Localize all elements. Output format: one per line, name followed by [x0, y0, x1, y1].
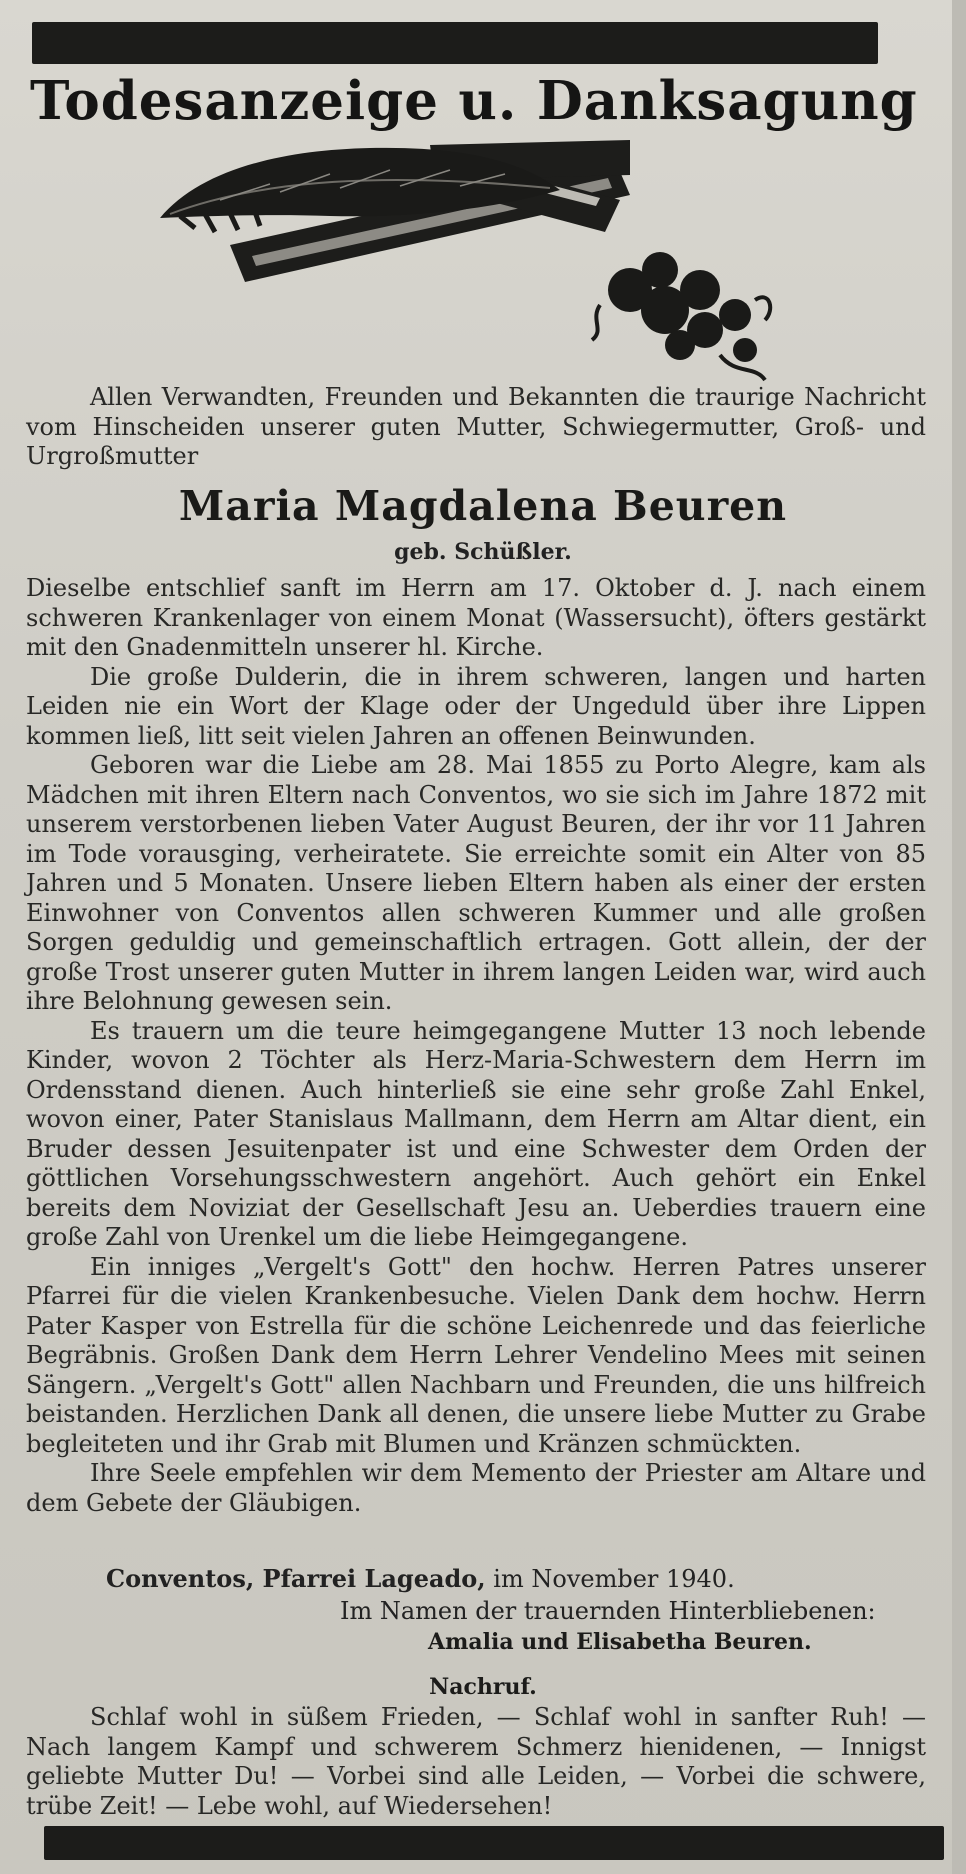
paragraph-suffering: Die große Dulderin, die in ihrem schweren, langen und harten Leiden nie ein Wort der Klage oder der Ungeduld über ihre Lippen kommen ließ, litt seit vielen Jahren an offenen Beinwunden.	[26, 662, 926, 750]
obituary-text: Schlaf wohl in süßem Frieden, — Schlaf wohl in sanfter Ruh! — Nach langem Kampf und schwerem Schmerz hienidenen, — Innigst geliebte Mutter Du! — Vorbei sind alle Leiden, — Vorbei die schwere, trübe Zeit! — Lebe wohl, auf Wiedersehen!	[26, 1703, 926, 1820]
bottom-black-rule	[44, 1826, 944, 1860]
top-black-rule	[32, 22, 878, 64]
flower-bouquet-icon	[592, 252, 770, 380]
paragraph-death: Dieselbe entschlief sanft im Herrn am 17. Oktober d. J. nach einem schweren Krankenlager von einem Monat (Wassersucht), öfters gestärkt mit den Gnadenmitteln unserer hl. Kirche.	[26, 574, 926, 661]
notice-title: Todesanzeige u. Danksagung	[30, 70, 918, 132]
mourning-emblem	[160, 140, 780, 385]
paragraph-thanks: Ein inniges „Vergelt's Gott" den hochw. Herren Patres unserer Pfarrei für die vielen Krankenbesuche. Vielen Dank dem hochw. Herrn Pater Kasper von Estrella für die schöne Leichenrede und das feierliche Begräbnis. Großen Dank dem Herrn Lehrer Vendelino Mees mit seinen Sängern. „Vergelt's Gott" allen Nachbarn und Freunden, die uns hilfreich beistanden. Herzlichen Dank all denen, die unsere liebe Mutter zu Grabe begleiteten und ihr Grab mit Blumen und Kränzen schmückten.	[26, 1252, 926, 1458]
notice-date: im November 1940.	[485, 1565, 735, 1593]
obituary-poem	[26, 1703, 926, 1821]
place-and-date	[106, 1564, 735, 1593]
intro-paragraph: Allen Verwandten, Freunden und Bekannten die traurige Nachricht vom Hinscheiden unserer guten Mutter, Schwiegermutter, Groß- und Urgroßmutter	[26, 383, 926, 470]
obituary-heading: Nachruf.	[429, 1674, 537, 1700]
paragraph-survivors: Es trauern um die teure heimgegangene Mutter 13 noch lebende Kinder, wovon 2 Töchter als Herz-Maria-Schwestern dem Herrn im Ordensstand dienen. Auch hinterließ sie eine sehr große Zahl Enkel, wovon einer, Pater Stanislaus Mallmann, dem Herrn am Altar dient, ein Bruder dessen Jesuitenpater ist und eine Schwester dem Orden der göttlichen Vorsehungsschwestern angehört. Auch gehört ein Enkel bereits dem Noviziat der Gesellschaft Jesu an. Ueberdies trauern eine große Zahl von Urenkel um die liebe Heimgegangene.	[26, 1016, 926, 1251]
deceased-name: Maria Magdalena Beuren	[178, 482, 788, 530]
notice-body	[26, 574, 926, 1518]
signers: Amalia und Elisabetha Beuren.	[428, 1629, 812, 1655]
place-name: Conventos, Pfarrei Lageado,	[106, 1564, 486, 1593]
maiden-name: geb. Schüßler.	[394, 539, 572, 565]
page-edge	[952, 0, 966, 1874]
paragraph-biography: Geboren war die Liebe am 28. Mai 1855 zu Porto Alegre, kam als Mädchen mit ihren Eltern nach Conventos, wo sie sich im Jahre 1872 mit unserem verstorbenen lieben Vater August Beuren, der ihr vor 11 Jahren im Tode vorausging, verheiratete. Sie erreichte somit ein Alter von 85 Jahren und 5 Monaten. Unsere lieben Eltern haben als einer der ersten Einwohner von Conventos allen schweren Kummer und alle großen Sorgen geduldig und gemeinschaftlich ertragen. Gott allein, der der große Trost unserer guten Mutter in ihrem langen Leiden war, wird auch ihre Belohnung gewesen sein.	[26, 751, 926, 1015]
paragraph-prayer: Ihre Seele empfehlen wir dem Memento der Priester am Altare und dem Gebete der Gläubigen.	[26, 1459, 926, 1517]
on-behalf-line: Im Namen der trauernden Hinterbliebenen:	[340, 1597, 876, 1625]
